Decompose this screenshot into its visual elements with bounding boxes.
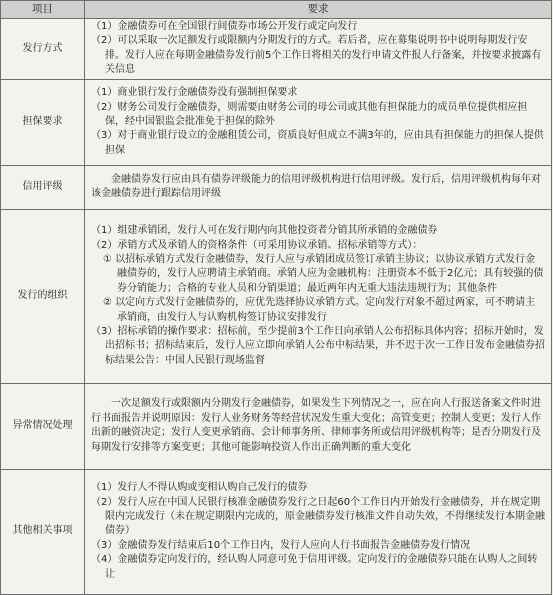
- table-row: [1, 19, 552, 80]
- row-content: [85, 165, 552, 209]
- row-content: [85, 469, 552, 594]
- row-item-label: 异常情况处理: [1, 383, 85, 469]
- header-item: 项目: [1, 1, 85, 19]
- row-line: （1）发行人不得认购或变相认购自己发行的债券: [91, 482, 308, 494]
- row-line: （3）招标承销的操作要求：招标前，至少提前3个工作日向承销人公布招标具体内容；招标开始时，发出招标书；招标结束后，发行人应立即向承销人公布中标结果，并不迟于次一工作日发布金融债券招标结果公告：中国人民银行现场监督: [91, 325, 545, 366]
- row-line: 一次足额发行或限额内分期发行金融债券，如果发生下列情况之一，应在向人行报送备案文件时进行书面报告并说明原因：发行人业务财务等经营状况发生重大变化；高管变更；控制人变更；发行人作出新的融资决定；发行人变更承销商、会计师事务所、律师事务所或信用评级机构等；是否分期发行及每期发行安排等方案变更；其他可能影响投资人作出正确判断的重大变化: [91, 398, 541, 453]
- row-item-label: 担保要求: [1, 79, 85, 165]
- header-requirement: 要求: [85, 1, 552, 19]
- row-line: （3）对于商业银行设立的金融租赁公司，资质良好但成立不满3年的，应由具有担保能力的担保人提供担保: [91, 130, 544, 156]
- row-line: （4）金融债券定向发行的，经认购人同意可免于信用评级。定向发行的金融债券只能在认购人之间转让: [91, 554, 538, 580]
- table-row: [1, 383, 552, 469]
- row-line: （1）金融债券可在全国银行间债券市场公开发行或定向发行: [91, 21, 358, 32]
- row-line: （2）财务公司发行金融债券，则需要由财务公司的母公司或其他有担保能力的成员单位提供相应担保，经中国银监会批准免于担保的除外: [91, 101, 528, 127]
- row-line: （1）组建承销团，发行人可在发行期内向其他投资者分销其所承销的金融债券: [91, 225, 438, 237]
- row-content: [85, 19, 552, 80]
- row-line: （1）商业银行发行金融债券没有强制担保要求: [91, 87, 298, 99]
- row-line: ① 以招标承销方式发行金融债券，发行人应与承销团成员签订承销主协议；以协议承销方式发行金融债券的，发行人应聘请主承销商。承销人应为金融机构：注册资本不低于2亿元；具有较强的债券分销能力；合格的专业人员和分销渠道；最近两年内无重大违法违规行为；其他条件: [103, 253, 544, 294]
- row-line: （2）承销方式及承销人的资格条件（可采用协议承销、招标承销等方式）：: [91, 239, 423, 251]
- row-item-label: 发行方式: [1, 19, 85, 80]
- row-item-label: 信用评级: [1, 165, 85, 209]
- row-line: （2）发行人应在中国人民银行核准金融债券发行之日起60个工作日内开始发行金融债券，并在规定期限内完成发行（未在规定期限内完成的，原金融债券发行核准文件自动失效，不得继续发行本期金融债券）: [91, 496, 545, 537]
- row-line: （3）金融债券发行结束后10个工作日内，发行人应向人行书面报告金融债券发行情况: [91, 539, 471, 551]
- row-line: 金融债券发行应由具有债券评级能力的信用评级机构进行信用评级。发行后，信用评级机构每年对该金融债券进行跟踪信用评级: [91, 173, 541, 200]
- table-row: [1, 469, 552, 594]
- row-line: （2）可以采取一次足额发行或限额内分期发行的方式。若后者，应在募集说明书中说明每期发行安排。发行人应在每期金融债券发行前5个工作日将相关的发行申请文件报人行备案，并按要求披露有关信息: [91, 35, 542, 76]
- row-content: [85, 383, 552, 469]
- table-header-row: [1, 1, 552, 19]
- table-row: [1, 209, 552, 383]
- row-item-label: 其他相关事项: [1, 469, 85, 594]
- table-row: [1, 165, 552, 209]
- row-line: ② 以定向方式发行金融债券的，应优先选择协议承销方式。定向发行对象不超过两家，可不聘请主承销商，由发行人与认购机构签订协议安排发行: [103, 297, 536, 323]
- row-content: [85, 209, 552, 383]
- row-content: [85, 79, 552, 165]
- row-item-label: 发行的组织: [1, 209, 85, 383]
- table-row: [1, 79, 552, 165]
